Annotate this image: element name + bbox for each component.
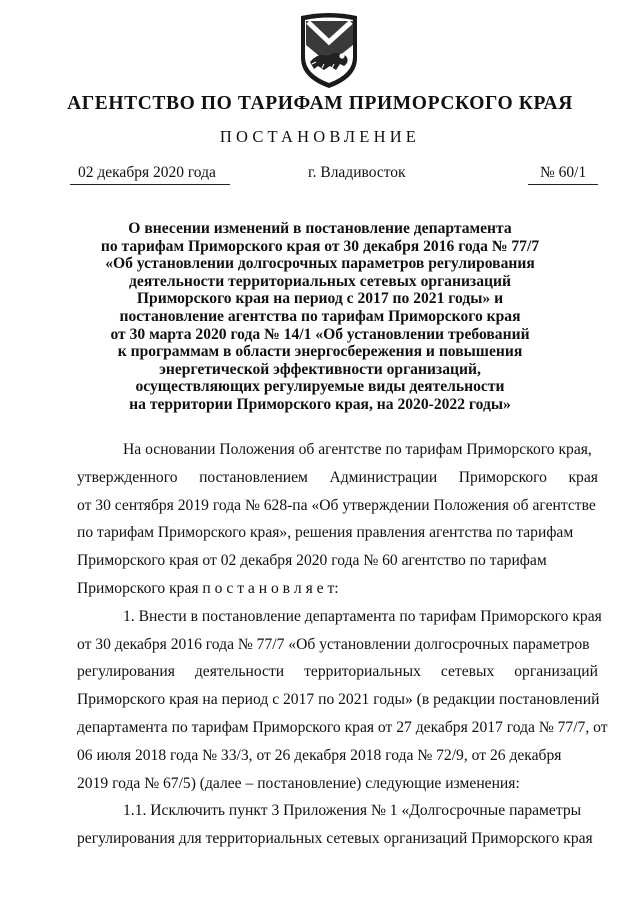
title-line: по тарифам Приморского края от 30 декабря 2016 года № 77/7	[100, 237, 540, 255]
body-line: Приморского края от 02 декабря 2020 года № 60 агентство по тарифам	[77, 552, 547, 570]
agency-title: АГЕНТСТВО ПО ТАРИФАМ ПРИМОРСКОГО КРАЯ	[67, 93, 573, 114]
title-line: от 30 марта 2020 года № 14/1 «Об установлении требований	[110, 325, 530, 343]
date-underline	[70, 184, 230, 185]
body-line: по тарифам Приморского края», решения правления агентства по тарифам	[77, 524, 574, 542]
word: постановлением	[199, 468, 308, 486]
word: Приморского	[458, 468, 547, 486]
title-line: деятельности территориальных сетевых организаций	[129, 272, 511, 290]
body-line: 2019 года № 67/5) (далее – постановление) следующие изменения:	[77, 774, 520, 792]
word: утвержденного	[77, 468, 178, 486]
document-number: № 60/1	[540, 164, 587, 181]
body-line-justified	[77, 658, 598, 686]
word: края	[568, 468, 598, 486]
word: территориальных	[304, 663, 421, 681]
body-line: 1.1. Исключить пункт 3 Приложения № 1 «Долгосрочные параметры	[123, 802, 582, 820]
word: сетевых	[440, 663, 495, 681]
title-line: энергетической эффективности организаций,	[159, 360, 481, 378]
body-line: Приморского края на период с 2017 по 2021 годы» (в редакции постановлений	[77, 691, 600, 709]
title-line: осуществляющих регулируемые виды деятельности	[135, 378, 505, 396]
word: регулирования	[77, 663, 175, 681]
title-line: О внесении изменений в постановление департамента	[128, 220, 512, 237]
word: организаций	[514, 663, 598, 681]
document-city: г. Владивосток	[308, 164, 406, 181]
title-line: к программам в области энергосбережения и повышения	[117, 343, 523, 361]
document-body	[77, 436, 608, 853]
body-line: Приморского края п о с т а н о в л я е т:	[77, 579, 339, 597]
title-line: на территории Приморского края, на 2020-2022 годы»	[129, 395, 511, 413]
body-line: регулирования для территориальных сетевых организаций Приморского края	[77, 830, 593, 848]
body-line: от 30 сентября 2019 года № 628-па «Об утверждении Положения об агентстве	[77, 496, 596, 514]
document-date: 02 декабря 2020 года	[78, 164, 216, 181]
body-line: 1. Внести в постановление департамента по тарифам Приморского края	[123, 607, 602, 625]
body-line: 06 июля 2018 года № 33/3, от 26 декабря 2018 года № 72/9, от 26 декабря	[77, 746, 562, 764]
body-line: На основании Положения об агентстве по тарифам Приморского края,	[123, 441, 592, 458]
title-line: Приморского края на период с 2017 по 2021 годы» и	[136, 290, 504, 308]
coat-of-arms-emblem	[296, 12, 362, 90]
body-line: от 30 декабря 2016 года № 77/7 «Об установлении долгосрочных параметров	[77, 635, 590, 653]
body-line-justified	[77, 464, 598, 492]
title-line: «Об установлении долгосрочных параметров регулирования	[105, 255, 535, 273]
document-type: ПОСТАНОВЛЕНИЕ	[219, 127, 421, 146]
word: деятельности	[194, 663, 285, 681]
body-line: департамента по тарифам Приморского края от 27 декабря 2017 года № 77/7, от	[77, 718, 608, 736]
number-underline	[528, 184, 598, 185]
title-line: постановление агентства по тарифам Приморского края	[119, 307, 521, 325]
word: Администрации	[329, 468, 438, 486]
document-title	[60, 220, 580, 414]
